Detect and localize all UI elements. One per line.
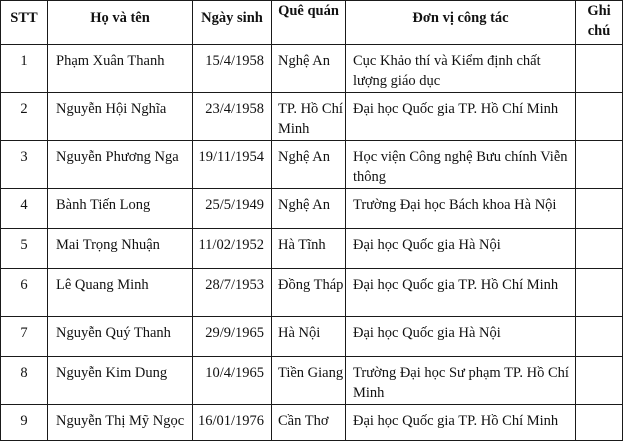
cell-note <box>576 93 623 141</box>
cell-note <box>576 405 623 441</box>
cell-note <box>576 229 623 269</box>
table-row <box>1 229 623 269</box>
cell-name: Nguyễn Hội Nghĩa <box>48 93 193 141</box>
cell-dob: 15/4/1958 <box>193 45 272 93</box>
cell-dob: 11/02/1952 <box>193 229 272 269</box>
cell-stt: 2 <box>1 93 48 141</box>
table-row <box>1 405 623 441</box>
table-row <box>1 141 623 189</box>
cell-dob: 23/4/1958 <box>193 93 272 141</box>
cell-hometown: TP. Hồ Chí Minh <box>272 93 346 141</box>
cell-stt: 9 <box>1 405 48 441</box>
cell-unit: Đại học Quốc gia TP. Hồ Chí Minh <box>346 93 576 141</box>
cell-dob: 16/01/1976 <box>193 405 272 441</box>
cell-unit: Đại học Quốc gia TP. Hồ Chí Minh <box>346 269 576 317</box>
cell-unit: Trường Đại học Sư phạm TP. Hồ Chí Minh <box>346 357 576 405</box>
cell-hometown: Hà Nội <box>272 317 346 357</box>
header-name: Họ và tên <box>48 1 193 45</box>
cell-dob: 19/11/1954 <box>193 141 272 189</box>
cell-name: Nguyễn Thị Mỹ Ngọc <box>48 405 193 441</box>
cell-hometown: Nghệ An <box>272 141 346 189</box>
table-row <box>1 189 623 229</box>
table-row <box>1 45 623 93</box>
cell-name: Mai Trọng Nhuận <box>48 229 193 269</box>
cell-note <box>576 189 623 229</box>
cell-hometown: Cần Thơ <box>272 405 346 441</box>
table-row <box>1 317 623 357</box>
header-unit: Đơn vị công tác <box>346 1 576 45</box>
cell-note <box>576 45 623 93</box>
header-hometown: Quê quán <box>272 1 346 45</box>
cell-unit: Học viện Công nghệ Bưu chính Viễn thông <box>346 141 576 189</box>
cell-unit: Đại học Quốc gia TP. Hồ Chí Minh <box>346 405 576 441</box>
table-header-row <box>1 1 623 45</box>
cell-hometown: Tiền Giang <box>272 357 346 405</box>
cell-note <box>576 269 623 317</box>
cell-stt: 7 <box>1 317 48 357</box>
header-stt: STT <box>1 1 48 45</box>
cell-name: Phạm Xuân Thanh <box>48 45 193 93</box>
cell-stt: 8 <box>1 357 48 405</box>
cell-hometown: Đồng Tháp <box>272 269 346 317</box>
cell-stt: 4 <box>1 189 48 229</box>
cell-dob: 29/9/1965 <box>193 317 272 357</box>
cell-unit: Trường Đại học Bách khoa Hà Nội <box>346 189 576 229</box>
cell-name: Nguyễn Kim Dung <box>48 357 193 405</box>
table-row <box>1 357 623 405</box>
cell-stt: 5 <box>1 229 48 269</box>
cell-unit: Cục Khảo thí và Kiểm định chất lượng giáo dục <box>346 45 576 93</box>
cell-unit: Đại học Quốc gia Hà Nội <box>346 229 576 269</box>
cell-note <box>576 317 623 357</box>
cell-hometown: Nghệ An <box>272 189 346 229</box>
cell-name: Bành Tiến Long <box>48 189 193 229</box>
table-row <box>1 93 623 141</box>
cell-unit: Đại học Quốc gia Hà Nội <box>346 317 576 357</box>
header-note: Ghi chú <box>576 1 623 45</box>
cell-name: Nguyễn Quý Thanh <box>48 317 193 357</box>
cell-hometown: Hà Tĩnh <box>272 229 346 269</box>
cell-stt: 1 <box>1 45 48 93</box>
cell-note <box>576 357 623 405</box>
cell-stt: 3 <box>1 141 48 189</box>
cell-dob: 25/5/1949 <box>193 189 272 229</box>
cell-hometown: Nghệ An <box>272 45 346 93</box>
cell-dob: 10/4/1965 <box>193 357 272 405</box>
cell-name: Lê Quang Minh <box>48 269 193 317</box>
table-row <box>1 269 623 317</box>
cell-dob: 28/7/1953 <box>193 269 272 317</box>
cell-stt: 6 <box>1 269 48 317</box>
header-dob: Ngày sinh <box>193 1 272 45</box>
cell-note <box>576 141 623 189</box>
cell-name: Nguyễn Phương Nga <box>48 141 193 189</box>
